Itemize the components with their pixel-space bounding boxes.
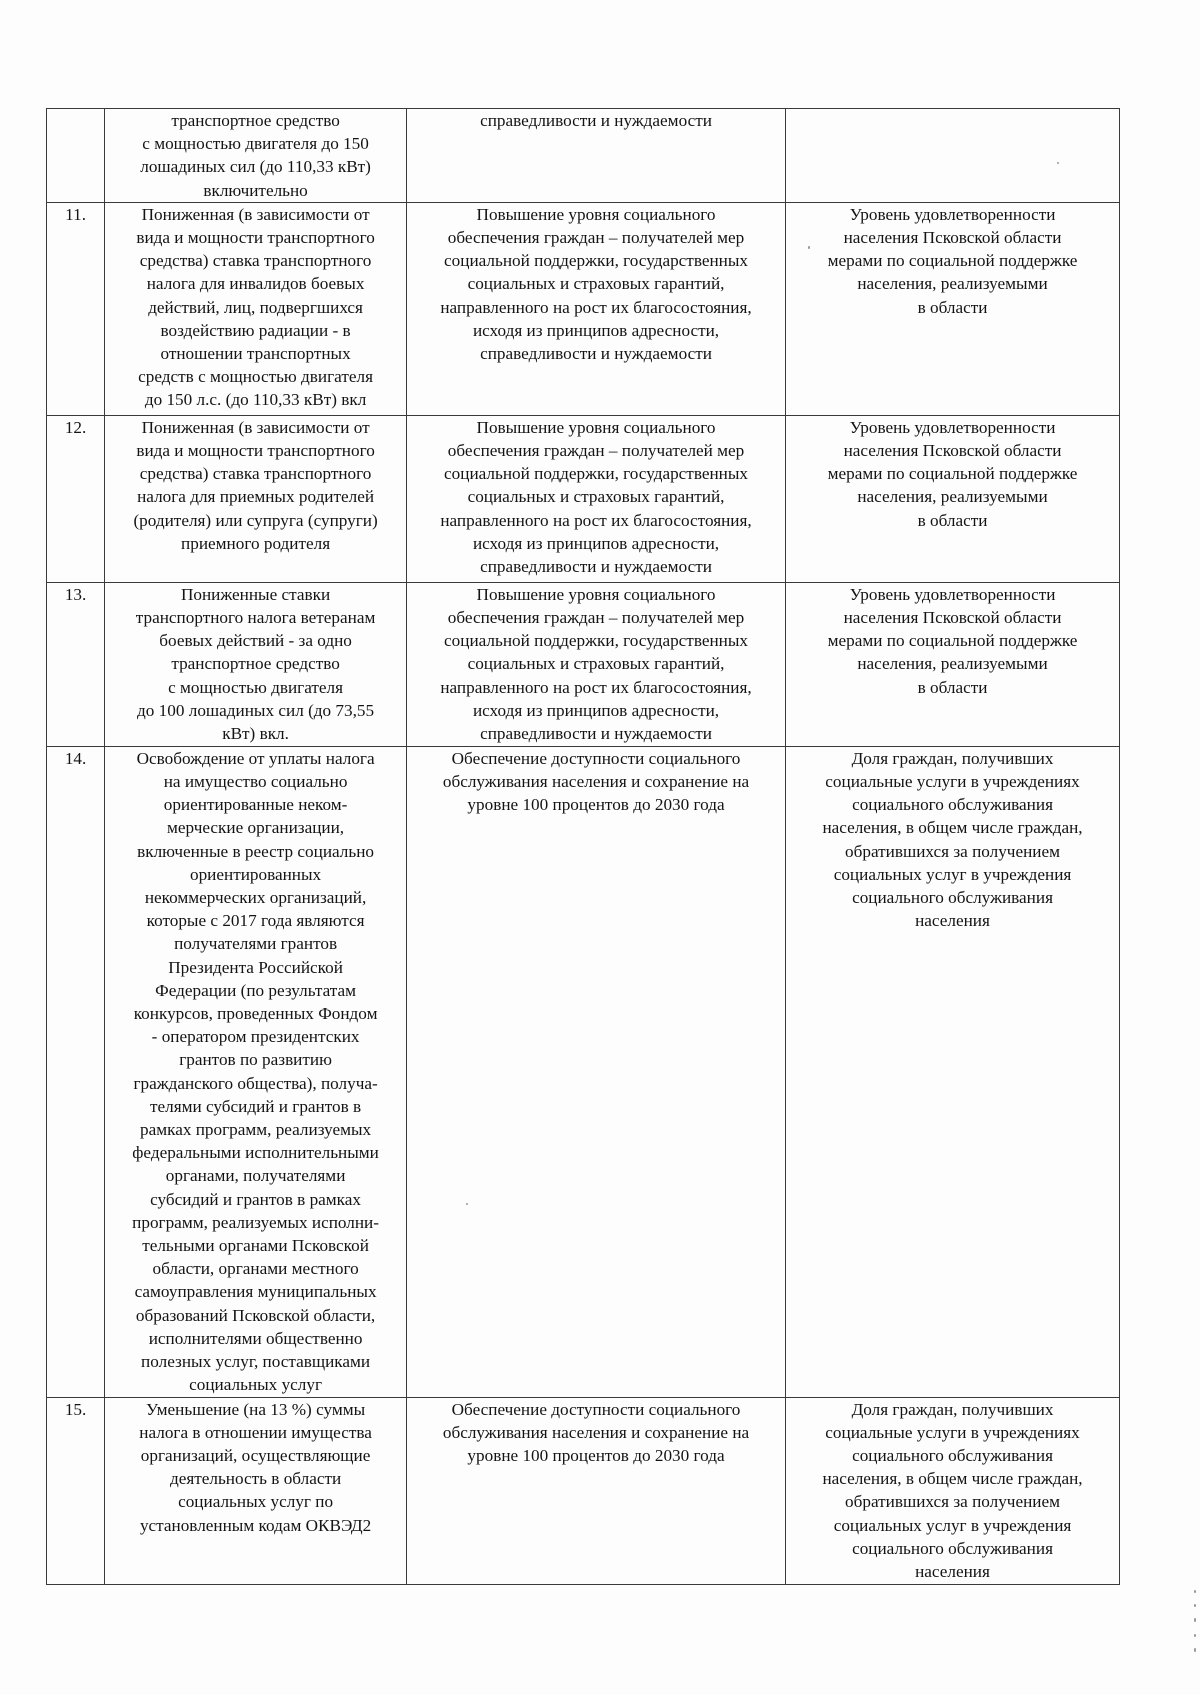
scan-speck — [1057, 162, 1059, 164]
goal-cell: Повышение уровня социального обеспечения граждан – получателей мер социальной поддержки, государственных социальных и страховых гарантий, направленного на рост их благосостояния, исходя из принципов адресности, справедливости и нуждаемости — [407, 415, 786, 582]
table-row — [47, 746, 1120, 1397]
table-row — [47, 1397, 1120, 1584]
table-row — [47, 202, 1120, 415]
indicator-cell: Уровень удовлетворенности населения Псковской области мерами по социальной поддержке населения, реализуемыми в области — [786, 202, 1120, 415]
goal-cell: Обеспечение доступности социального обслуживания населения и сохранение на уровне 100 процентов до 2030 года — [407, 746, 786, 1397]
row-number: 14. — [47, 746, 105, 1397]
benefit-name-cell: Пониженные ставки транспортного налога ветеранам боевых действий - за одно транспортное средство с мощностью двигателя до 100 лошадиных сил (до 73,55 кВт) вкл. — [105, 582, 407, 746]
row-number: 15. — [47, 1397, 105, 1584]
benefit-name-cell: транспортное средство с мощностью двигателя до 150 лошадиных сил (до 110,33 кВт) включительно — [105, 109, 407, 203]
scan-speck — [808, 246, 810, 249]
goal-cell: Повышение уровня социального обеспечения граждан – получателей мер социальной поддержки, государственных социальных и страховых гарантий, направленного на рост их благосостояния, исходя из принципов адресности, справедливости и нуждаемости — [407, 202, 786, 415]
indicator-cell: Уровень удовлетворенности населения Псковской области мерами по социальной поддержке населения, реализуемыми в области — [786, 415, 1120, 582]
row-number — [47, 109, 105, 203]
goal-cell: Обеспечение доступности социального обслуживания населения и сохранение на уровне 100 процентов до 2030 года — [407, 1397, 786, 1584]
benefit-name-cell: Пониженная (в зависимости от вида и мощности транспортного средства) ставка транспортного налога для инвалидов боевых действий, лиц, подвергшихся воздействию радиации - в отношении транспортных средств с мощностью двигателя до 150 л.с. (до 110,33 кВт) вкл — [105, 202, 407, 415]
indicator-cell: Доля граждан, получивших социальные услуги в учреждениях социального обслуживания населения, в общем числе граждан, обратившихся за получением социальных услуг в учреждения социального обслуживания населения — [786, 746, 1120, 1397]
table-row — [47, 582, 1120, 746]
tax-benefits-table — [46, 108, 1120, 1585]
goal-cell: Повышение уровня социального обеспечения граждан – получателей мер социальной поддержки, государственных социальных и страховых гарантий, направленного на рост их благосостояния, исходя из принципов адресности, справедливости и нуждаемости — [407, 582, 786, 746]
table-row — [47, 109, 1120, 203]
benefit-name-cell: Уменьшение (на 13 %) суммы налога в отношении имущества организаций, осуществляющие деятельность в области социальных услуг по установленным кодам ОКВЭД2 — [105, 1397, 407, 1584]
indicator-cell: Доля граждан, получивших социальные услуги в учреждениях социального обслуживания населения, в общем числе граждан, обратившихся за получением социальных услуг в учреждения социального обслуживания населения — [786, 1397, 1120, 1584]
indicator-cell: Уровень удовлетворенности населения Псковской области мерами по социальной поддержке населения, реализуемыми в области — [786, 582, 1120, 746]
indicator-cell — [786, 109, 1120, 203]
row-number: 12. — [47, 415, 105, 582]
benefit-name-cell: Пониженная (в зависимости от вида и мощности транспортного средства) ставка транспортного налога для приемных родителей (родителя) или супруга (супруги) приемного родителя — [105, 415, 407, 582]
scan-speck — [466, 1203, 468, 1205]
benefit-name-cell: Освобождение от уплаты налога на имущество социально ориентированные неком- мерческие организации, включенные в реестр социально ориентированных некоммерческих организаций, которые с 2017 года являются получателями грантов Президента Российской Федерации (по результатам конкурсов, проведенных Фондом - оператором президентских грантов по развитию гражданского общества), получа- телями субсидий и грантов в рамках программ, реализуемых федеральными исполнительными органами, получателями субсидий и грантов в рамках программ, реализуемых исполни- тельными органами Псковской области, органами местного самоуправления муниципальных образований Псковской области, исполнителями общественно полезных услуг, поставщиками социальных услуг — [105, 746, 407, 1397]
row-number: 11. — [47, 202, 105, 415]
table-row — [47, 415, 1120, 582]
scan-edge-marks — [1192, 1590, 1198, 1660]
goal-cell: справедливости и нуждаемости — [407, 109, 786, 203]
row-number: 13. — [47, 582, 105, 746]
